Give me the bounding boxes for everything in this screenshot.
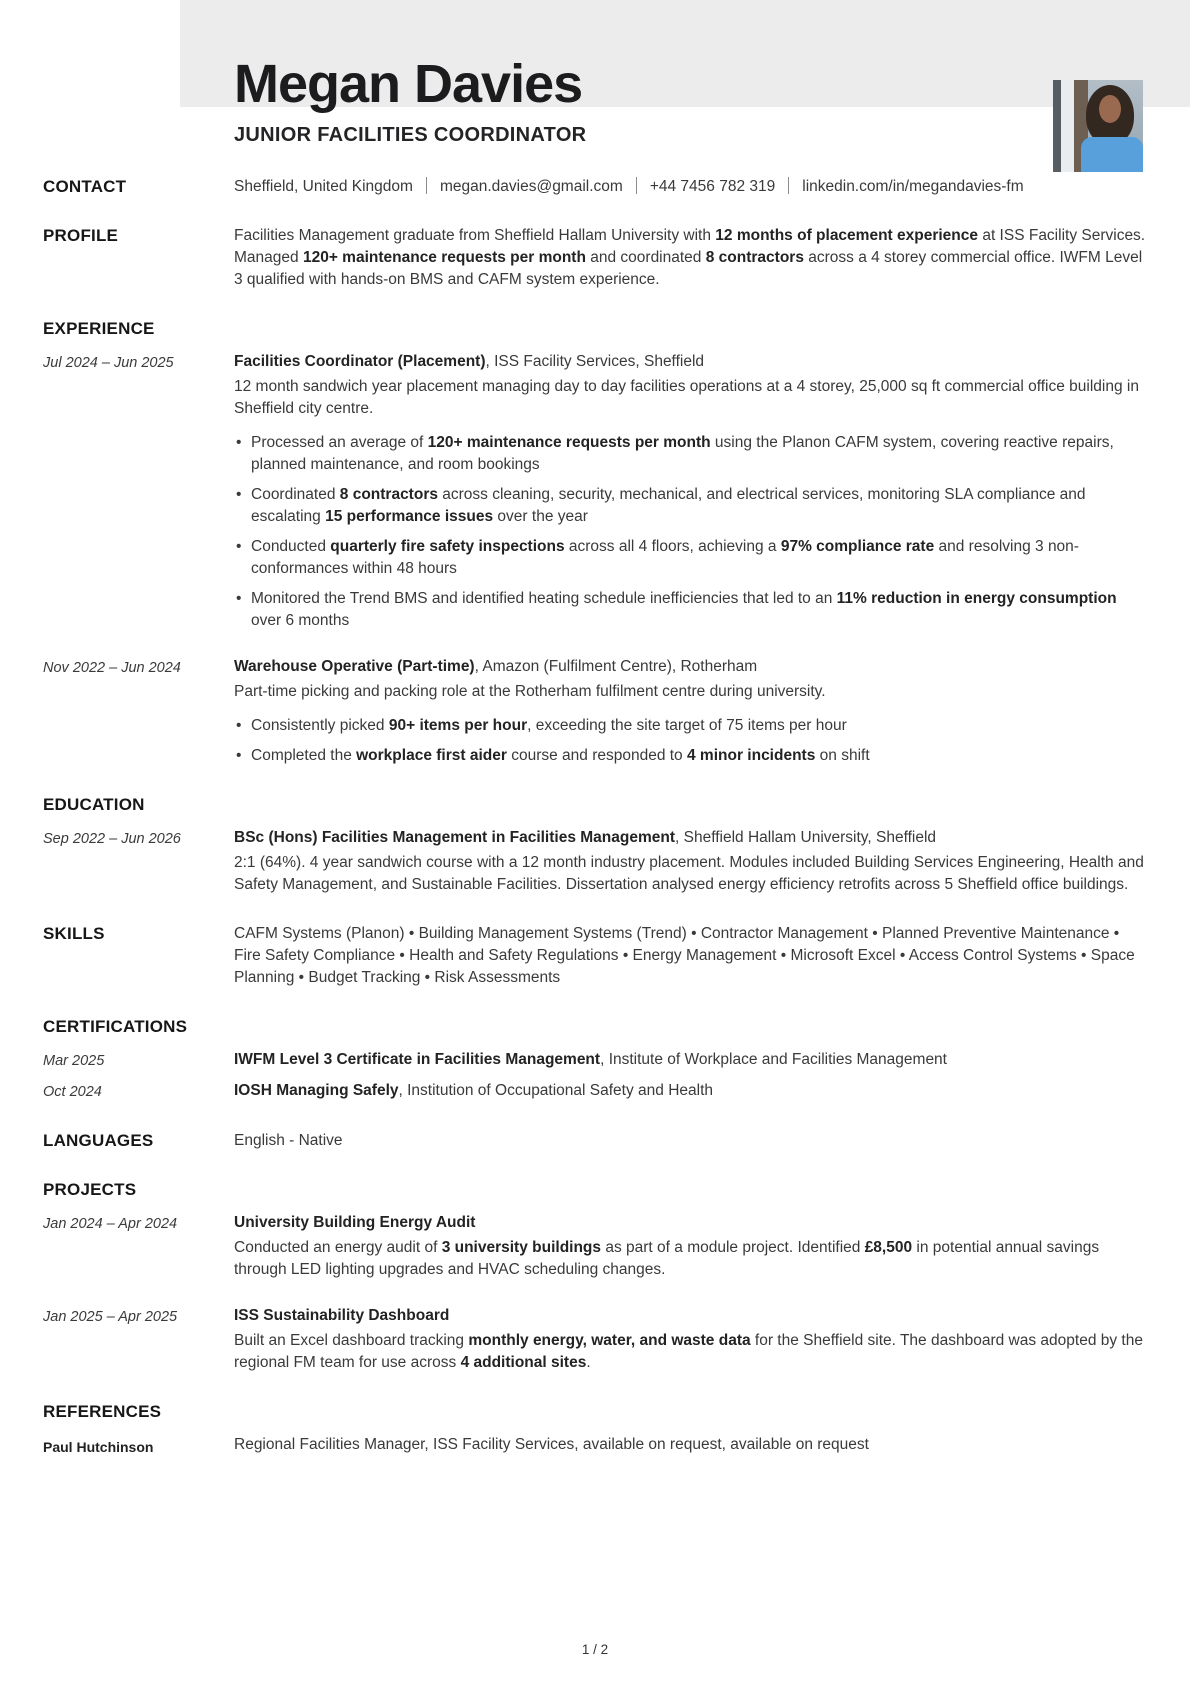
section-education xyxy=(43,794,1148,896)
section-projects xyxy=(43,1179,1148,1374)
projects-header xyxy=(43,1179,1148,1201)
experience-bullet: • Consistently picked 90+ items per hour, exceeding the site target of 75 items per hour xyxy=(234,715,1148,737)
experience-bullet: • Monitored the Trend BMS and identified heating schedule inefficiencies that led to an 11% reduction in energy consumption over 6 months xyxy=(234,588,1148,632)
contact-line xyxy=(234,176,1148,198)
experience-bullet: • Processed an average of 120+ maintenance requests per month using the Planon CAFM system, covering reactive repairs, planned maintenance, and room bookings xyxy=(234,432,1148,476)
certification-date: Mar 2025 xyxy=(43,1053,105,1069)
references-header xyxy=(43,1401,1148,1423)
education-entry xyxy=(43,827,1148,896)
header xyxy=(0,0,1190,147)
section-label-certifications: CERTIFICATIONS xyxy=(43,1017,188,1036)
contact-email: megan.davies@gmail.com xyxy=(439,178,623,195)
certification-title: IOSH Managing Safely, Institution of Occupational Safety and Health xyxy=(234,1082,714,1099)
education-header xyxy=(43,794,1148,816)
education-title: BSc (Hons) Facilities Management in Facilities Management, Sheffield Hallam University, Sheffield xyxy=(234,829,937,846)
profile-text: Facilities Management graduate from Sheffield Hallam University with 12 months of placement experience at ISS Facility Services. Managed 120+ maintenance requests per month and coordinated 8 contractors across a 4 storey commercial office. IWFM Level 3 qualified with hands-on BMS and CAFM system experience. xyxy=(234,227,1146,288)
experience-bullet: • Completed the workplace first aider course and responded to 4 minor incidents on shift xyxy=(234,745,1148,767)
reference-entry xyxy=(43,1434,1148,1458)
section-languages xyxy=(43,1130,1148,1152)
section-label-profile: PROFILE xyxy=(43,226,119,245)
contact-location: Sheffield, United Kingdom xyxy=(234,178,413,195)
profile-photo xyxy=(1053,80,1143,172)
experience-description: 12 month sandwich year placement managing day to day facilities operations at a 4 storey, 25,000 sq ft commercial office building in Sheffield city centre. xyxy=(234,378,1139,417)
contact-linkedin: linkedin.com/in/megandavies-fm xyxy=(802,178,1024,195)
section-label-contact: CONTACT xyxy=(43,177,127,196)
project-title: University Building Energy Audit xyxy=(234,1214,476,1231)
experience-title: Facilities Coordinator (Placement), ISS Facility Services, Sheffield xyxy=(234,353,705,370)
reference-text: Regional Facilities Manager, ISS Facility Services, available on request, available on request xyxy=(234,1436,869,1453)
project-entry xyxy=(43,1212,1148,1281)
section-label-references: REFERENCES xyxy=(43,1402,162,1421)
contact-separator xyxy=(788,177,789,194)
contact-separator xyxy=(426,177,427,194)
section-label-education: EDUCATION xyxy=(43,795,145,814)
section-profile xyxy=(43,225,1148,291)
experience-date: Jul 2024 – Jun 2025 xyxy=(43,355,174,371)
experience-title: Warehouse Operative (Part-time), Amazon (Fulfilment Centre), Rotherham xyxy=(234,658,758,675)
section-experience xyxy=(43,318,1148,767)
section-label-projects: PROJECTS xyxy=(43,1180,137,1199)
section-label-experience: EXPERIENCE xyxy=(43,319,155,338)
experience-bullet: • Coordinated 8 contractors across cleaning, security, mechanical, and electrical services, monitoring SLA compliance and escalating 15 performance issues over the year xyxy=(234,484,1148,528)
section-certifications xyxy=(43,1016,1148,1103)
certification-date: Oct 2024 xyxy=(43,1084,102,1100)
photo-background-bar xyxy=(1053,80,1061,172)
certification-title: IWFM Level 3 Certificate in Facilities Management, Institute of Workplace and Facilities Management xyxy=(234,1051,947,1068)
skills-text: CAFM Systems (Planon) • Building Management Systems (Trend) • Contractor Management • Planned Preventive Maintenance • Fire Safety Compliance • Health and Safety Regulations • Energy Management • Microsoft Excel • Access Control Systems • Space Planning • Budget Tracking • Risk Assessments xyxy=(234,925,1135,986)
experience-bullet: • Conducted quarterly fire safety inspections across all 4 floors, achieving a 97% compliance rate and resolving 3 non-conformances within 48 hours xyxy=(234,536,1148,580)
experience-entry xyxy=(43,656,1148,767)
section-skills xyxy=(43,923,1148,989)
person-name: Megan Davies xyxy=(234,54,583,114)
experience-description: Part-time picking and packing role at the Rotherham fulfilment centre during university. xyxy=(234,683,826,700)
experience-bullets xyxy=(234,432,1148,632)
experience-date: Nov 2022 – Jun 2024 xyxy=(43,660,181,676)
photo-face xyxy=(1099,95,1121,123)
photo-blazer xyxy=(1081,137,1143,172)
project-date: Jan 2024 – Apr 2024 xyxy=(43,1216,178,1232)
experience-entry xyxy=(43,351,1148,632)
experience-header xyxy=(43,318,1148,340)
photo-background-strip xyxy=(1061,80,1074,172)
project-date: Jan 2025 – Apr 2025 xyxy=(43,1309,178,1325)
reference-name: Paul Hutchinson xyxy=(43,1439,154,1455)
section-contact xyxy=(43,176,1148,198)
resume-body xyxy=(0,147,1190,1458)
experience-bullets xyxy=(234,715,1148,767)
education-date: Sep 2022 – Jun 2026 xyxy=(43,831,181,847)
contact-phone: +44 7456 782 319 xyxy=(649,178,776,195)
project-description: Conducted an energy audit of 3 university buildings as part of a module project. Identified £8,500 in potential annual savings through LED lighting upgrades and HVAC scheduling changes. xyxy=(234,1239,1100,1278)
certifications-header xyxy=(43,1016,1148,1038)
page-number: 1 / 2 xyxy=(581,1642,609,1657)
education-description: 2:1 (64%). 4 year sandwich course with a 12 month industry placement. Modules included Building Services Engineering, Health and Safety Management, and Sustainable Facilities. Dissertation analysed energy efficiency retrofits across 5 Sheffield office buildings. xyxy=(234,854,1144,893)
certification-entry xyxy=(43,1080,1148,1103)
languages-text: English - Native xyxy=(234,1132,343,1149)
person-title: JUNIOR FACILITIES COORDINATOR xyxy=(234,124,587,146)
project-entry xyxy=(43,1305,1148,1374)
certification-entry xyxy=(43,1049,1148,1072)
section-label-skills: SKILLS xyxy=(43,924,105,943)
project-title: ISS Sustainability Dashboard xyxy=(234,1307,450,1324)
project-description: Built an Excel dashboard tracking monthly energy, water, and waste data for the Sheffield site. The dashboard was adopted by the regional FM team for use across 4 additional sites. xyxy=(234,1332,1143,1371)
section-label-languages: LANGUAGES xyxy=(43,1131,154,1150)
section-references xyxy=(43,1401,1148,1458)
contact-separator xyxy=(636,177,637,194)
